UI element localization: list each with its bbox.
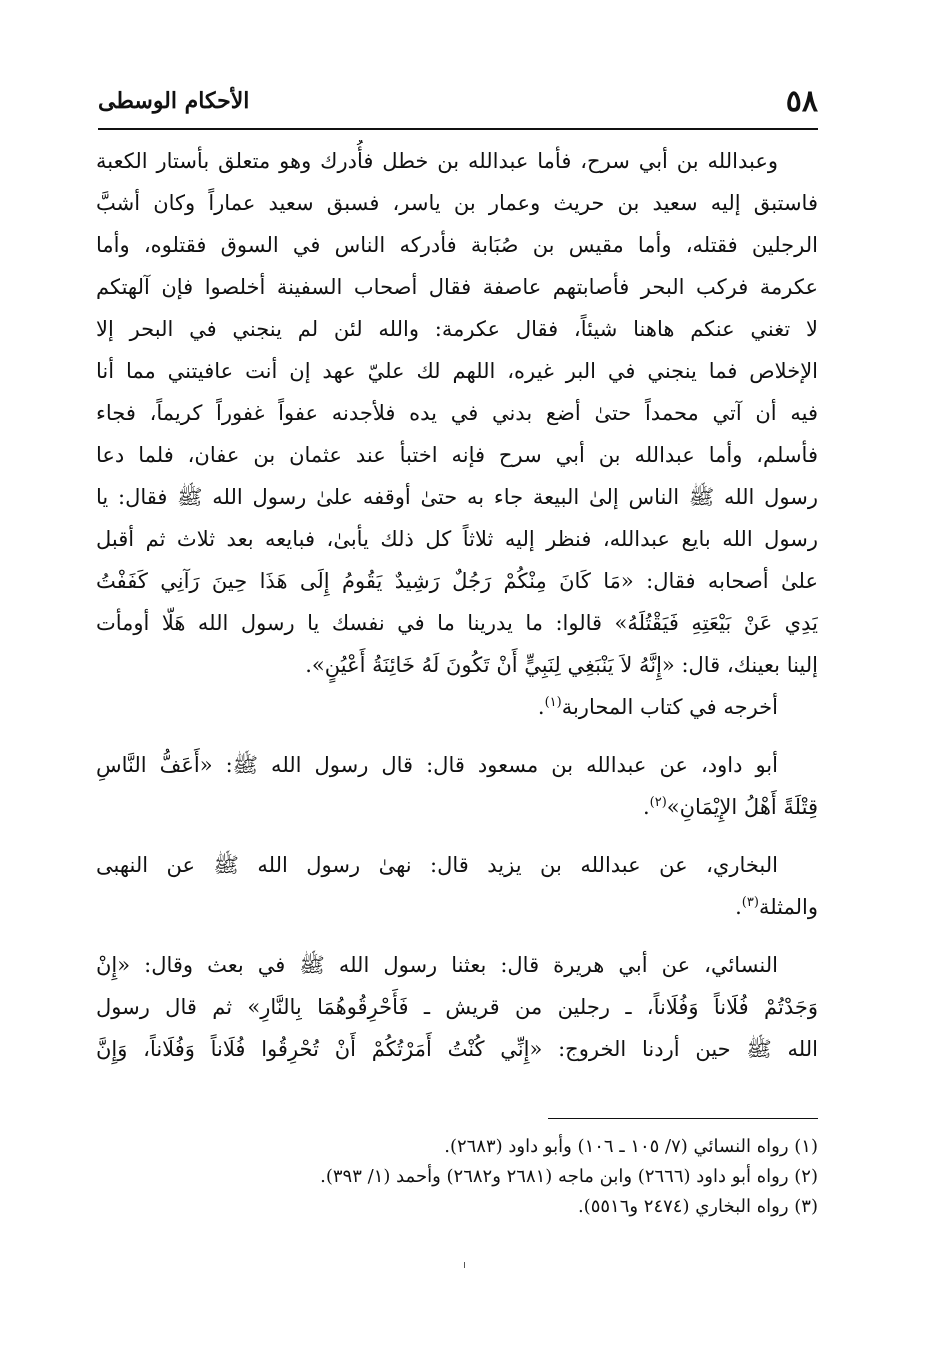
text-line: الله ﷺ حين أردنا الخروج: «إِنِّي كُنْتُ أَمَرْتُكُمْ أَنْ تُحْرِقُوا فُلَاناً وَفُلَاناً، وَإِنَّ [96,1037,818,1061]
footnote-3: (٣) رواه البخاري (٢٤٧٤ و٥٥١٦). [577,1196,818,1217]
hadith-text: قِتْلَةً أَهْلُ الإِيْمَانِ» [666,795,818,819]
text-line: الإخلاص فما ينجني في البر غيره، اللهم لك عليّ عهد إن أنت عافيتني مما أنا [96,359,818,383]
text-line: فأسلم، وأما عبدالله بن أبي سرح فإنه اختبأ عند عثمان بن عفان، فلما دعا [96,443,818,467]
text-line: فيه أن آتي محمداً حتىٰ أضع بدني في يده فلأجدنه عفواً غفوراً كريماً، فجاء [96,401,818,425]
print-mark [464,1262,465,1268]
text-line: وَجَدْتُمْ فُلَاناً وَفُلَاناً، ـ رجلين من قريش ـ فَأَحْرِقُوهُمَا بِالنَّارِ» ثم قال رسول [96,995,818,1019]
page-header [98,82,818,122]
footnote-rule [548,1118,818,1119]
hadith-text: والمثلة [758,895,818,919]
footnote-2: (٢) رواه أبو داود (٢٦٦٦) وابن ماجه (٢٦٨١ و٢٦٨٢) وأحمد (١/ ٣٩٣). [320,1166,818,1187]
paragraph-bukhari [96,844,818,928]
text-line: علىٰ أصحابه فقال: «مَا كَانَ مِنْكُمْ رَجُلٌ رَشِيدٌ يَقُومُ إِلَى هَذَا حِينَ رَآنِي كَفَفْتُ [96,569,818,593]
page-number: ٥٨ [785,84,818,119]
text-line: عكرمة فركب البحر فأصابتهم عاصفة فقال أصحاب السفينة أخلصوا فإن آلهتكم [96,275,818,299]
text-line: يَدِي عَنْ بَيْعَتِهِ فَيَقْتُلَهُ» قالوا: ما يدرينا ما في نفسك يا رسول الله هَلّا أومأت [96,611,818,635]
text-line: البخاري، عن عبدالله بن يزيد قال: نهىٰ رسول الله ﷺ عن النهبى [96,853,778,877]
text-line: الرجلين فقتله، وأما مقيس بن صُبَابة فأدركه الناس في السوق فقتلوه، وأما [96,233,818,257]
text-line: رسول الله بايع عبدالله، فنظر إليه ثلاثاً كل ذلك يأبىٰ، فبايعه بعد ثلاث ثم أقبل [96,527,818,551]
text-line: رسول الله ﷺ الناس إلىٰ البيعة جاء به حتىٰ أوقفه علىٰ رسول الله ﷺ فقال: يا [96,485,818,509]
footnote-ref: (٢) [649,795,667,810]
header-rule [98,128,818,130]
footnote-1: (١) رواه النسائي (٧/ ١٠٥ ـ ١٠٦) وأبو داود (٢٦٨٣). [444,1136,818,1157]
paragraph-abu-dawud [96,744,818,828]
source-text: أخرجه في كتاب المحاربة [561,695,778,719]
footnote-ref: (٣) [741,895,759,910]
footnote-ref: (١) [544,695,562,710]
text-line: إلينا بعينك، قال: «إِنَّهُ لاَ يَنْبَغِي لِنَبِيٍّ أَنْ تَكُونَ لَهُ خَائِنَةُ أَعْيُنٍ». [305,653,818,677]
main-text [96,140,818,1086]
text-line: والمثلة$^{(٣)}$. [735,895,818,919]
text-line: فاستبق إليه سعيد بن حريث وعمار بن ياسر، فسبق سعيد عماراً وكان أشبَّ [96,191,818,215]
paragraph-conquest-narrative [96,140,818,728]
footnotes [96,1132,818,1222]
running-title: الأحكام الوسطى [98,88,250,114]
source-line: أخرجه في كتاب المحاربة$^{(١)}$. [537,695,778,719]
text-line: أبو داود، عن عبدالله بن مسعود قال: قال رسول الله ﷺ: «أَعَفُّ النَّاسِ [96,753,778,777]
text-line: قِتْلَةً أَهْلُ الإِيْمَانِ»$^{(٢)}$. [642,795,818,819]
text-line: لا تغني عنكم هاهنا شيئاً، فقال عكرمة: والله لئن لم ينجني في البحر إلا [96,317,818,341]
text-line: وعبدالله بن أبي سرح، فأما عبدالله بن خطل فأُدرك وهو متعلق بأستار الكعبة [96,149,778,173]
text-line: النسائي، عن أبي هريرة قال: بعثنا رسول الله ﷺ في بعث وقال: «إِنْ [96,953,778,977]
paragraph-nasai [96,944,818,1070]
